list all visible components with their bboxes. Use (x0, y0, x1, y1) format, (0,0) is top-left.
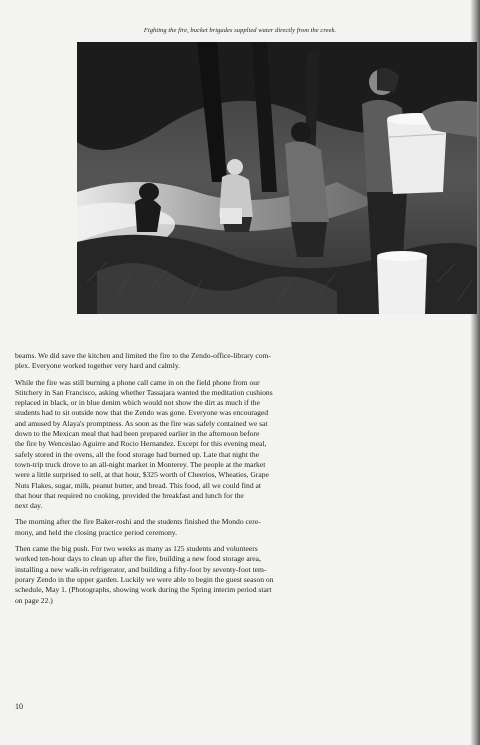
text-line: porary Zendo in the upper garden. Luckily we were able to begin the guest season on (15, 574, 274, 584)
page-number: 10 (15, 702, 23, 711)
text-line: Stitchery in San Francisco, asking whether Tassajara wanted the meditation cushions (15, 387, 273, 397)
text-line: While the fire was still burning a phone call came in on the field phone from our (15, 377, 260, 387)
text-line: the fire by Wenceslao Aguirre and Rocio Hernandez. Except for this evening meal, (15, 439, 267, 449)
paragraph-2 (15, 378, 455, 512)
paragraph-3 (15, 517, 455, 538)
text-line: plex. Everyone worked together very hard and calmly. (15, 361, 181, 371)
article-body (15, 351, 455, 612)
paragraph-4 (15, 544, 455, 606)
text-line: installing a new walk-in refrigerator, and building a fifty-foot by seventy-foot tem- (15, 564, 267, 574)
text-line: down to the Mexican meal that had been prepared earlier in the afternoon before (15, 429, 260, 439)
text-line: town-trip truck drove to an all-night market in Monterey. The people at the market (15, 459, 266, 469)
photograph-bucket-brigade (77, 42, 477, 314)
text-line: on page 22.) (15, 595, 53, 605)
text-line: and amused by Alaya's promptness. As soon as the fire was safely contained we sat (15, 418, 268, 428)
text-line: mony, and held the closing practice period ceremony. (15, 527, 178, 537)
text-line: The morning after the fire Baker-roshi and the students finished the Mondo cere- (15, 517, 261, 527)
text-line: worked ten-hour days to clean up after the fire, building a new food storage area, (15, 554, 261, 564)
text-line: Then came the big push. For two weeks as many as 125 students and volunteers (15, 544, 258, 554)
text-line: schedule, May 1. (Photographs, showing work during the Spring interim period start (15, 585, 272, 595)
text-line: Nuts Flakes, sugar, milk, peanut butter, and bread. This food, all we could find at (15, 480, 261, 490)
text-line: beams. We did save the kitchen and limited the fire to the Zendo-office-library com- (15, 351, 271, 360)
text-line: safely stored in the ovens, all the food storage had burned up. Late that night the (15, 449, 259, 459)
text-line: that hour that required no cooking, provided the breakfast and lunch for the (15, 490, 244, 500)
photo-caption: Fighting the fire, bucket brigades supplied water directly from the creek. (143, 27, 337, 34)
text-line: replaced in black, or in blue denim which would not show the dirt as much if the (15, 398, 260, 408)
text-line: next day. (15, 501, 43, 511)
text-line: students had to sit outside now that the Zendo was gone. Everyone was encouraged (15, 408, 269, 418)
paragraph-1 (15, 351, 455, 372)
text-line: were a little surprised to sell, at that hour, $325 worth of Cheerios, Wheaties, Grape (15, 470, 269, 480)
